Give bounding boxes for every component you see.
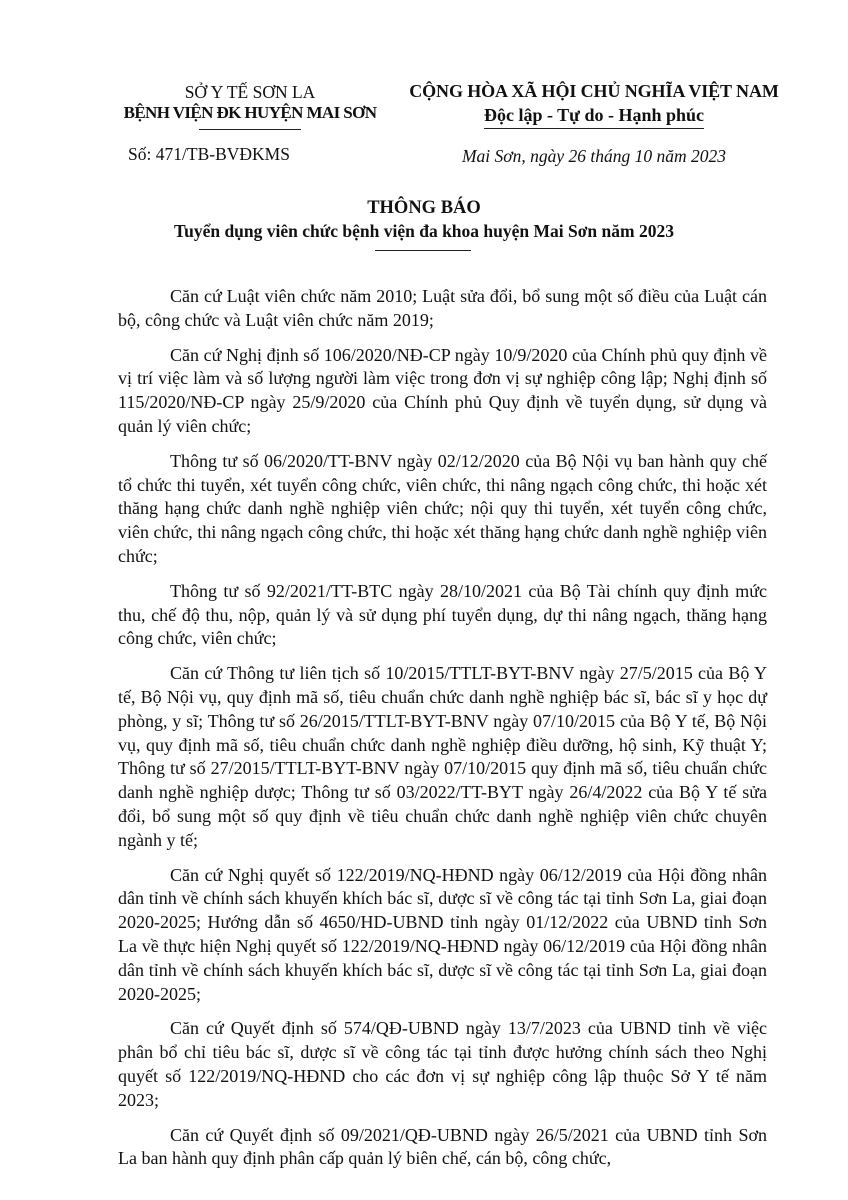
paragraph: Căn cứ Quyết định số 09/2021/QĐ-UBND ngày 26/5/2021 của UBND tỉnh Sơn La ban hành quy định phân cấp quản lý biên chế, cán bộ, công chức,: [118, 1124, 767, 1169]
document-subtitle: Tuyển dụng viên chức bệnh viện đa khoa huyện Mai Sơn năm 2023: [174, 221, 674, 241]
document-number: Số: 471/TB-BVĐKMS: [128, 144, 290, 164]
national-header: [398, 80, 790, 129]
paragraph: Căn cứ Nghị định số 106/2020/NĐ-CP ngày 10/9/2020 của Chính phủ quy định về vị trí việc làm và số lượng người làm việc trong đơn vị sự nghiệp công lập; Nghị định số 115/2020/NĐ-CP ngày 25/9/2020 của Chính phủ Quy định về tuyển dụng, sử dụng và quản lý viên chức;: [118, 344, 767, 436]
paragraph: Căn cứ Thông tư liên tịch số 10/2015/TTLT-BYT-BNV ngày 27/5/2015 của Bộ Y tế, Bộ Nội vụ, quy định mã số, tiêu chuẩn chức danh nghề nghiệp bác sĩ, bác sĩ y học dự phòng, y sĩ; Thông tư số 26/2015/TTLT-BYT-BNV ngày 07/10/2015 của Bộ Y tế, Bộ Nội vụ, quy định mã số, tiêu chuẩn chức danh nghề nghiệp điều dưỡng, hộ sinh, Kỹ thuật Y; Thông tư số 27/2015/TTLT-BYT-BNV ngày 07/10/2015 quy định mã số, tiêu chuẩn chức danh nghề nghiệp dược; Thông tư số 03/2022/TT-BYT ngày 26/4/2022 của Bộ Y tế sửa đổi, bổ sung một số quy định về tiêu chuẩn chức danh nghề nghiệp viên chức chuyên ngành y tế;: [118, 663, 767, 850]
hospital-name: BỆNH VIỆN ĐK HUYỆN MAI SƠN: [123, 103, 377, 122]
agency-underline: [199, 129, 301, 130]
document-body: [118, 285, 767, 1182]
paragraph: Thông tư số 06/2020/TT-BNV ngày 02/12/2020 của Bộ Nội vụ ban hành quy chế tổ chức thi tuyển, xét tuyển công chức, viên chức, thi nâng ngạch công chức, thi hoặc xét thăng hạng chức danh nghề nghiệp viên chức; nội quy thi tuyển, xét tuyển công chức, viên chức, thi nâng ngạch công chức, thi hoặc xét thăng hạng chức danh nghề nghiệp viên chức;: [118, 450, 767, 566]
place-and-date: Mai Sơn, ngày 26 tháng 10 năm 2023: [461, 146, 727, 166]
paragraph: Căn cứ Quyết định số 574/QĐ-UBND ngày 13/7/2023 của UBND tỉnh về việc phân bổ chỉ tiêu bác sĩ, dược sĩ về công tác tại tỉnh được hưởng chính sách theo Nghị quyết số 122/2019/NQ-HĐND cho các đơn vị sự nghiệp công lập thuộc Sở Y tế năm 2023;: [118, 1018, 767, 1110]
national-motto: Độc lập - Tự do - Hạnh phúc: [484, 103, 704, 129]
title-divider: [375, 250, 471, 251]
paragraph: Căn cứ Nghị quyết số 122/2019/NQ-HĐND ngày 06/12/2019 của Hội đồng nhân dân tỉnh về chính sách khuyến khích bác sĩ, dược sĩ về công tác tại tỉnh Sơn La, giai đoạn 2020-2025; Hướng dẫn số 4650/HD-UBND tỉnh ngày 01/12/2022 của UBND tỉnh Sơn La về thực hiện Nghị quyết số 122/2019/NQ-HĐND ngày 06/12/2019 của Hội đồng nhân dân tỉnh về chính sách khuyến khích bác sĩ, dược sĩ về công tác tại tỉnh Sơn La, giai đoạn 2020-2025;: [118, 864, 767, 1004]
nation-name: CỘNG HÒA XÃ HỘI CHỦ NGHĨA VIỆT NAM: [409, 81, 779, 101]
paragraph: Thông tư số 92/2021/TT-BTC ngày 28/10/2021 của Bộ Tài chính quy định mức thu, chế độ thu, nộp, quản lý và sử dụng phí tuyển dụng, dự thi nâng ngạch, thăng hạng công chức, viên chức;: [118, 580, 767, 649]
issuing-agency: [100, 82, 400, 130]
document-title: THÔNG BÁO: [367, 198, 481, 218]
paragraph: Căn cứ Luật viên chức năm 2010; Luật sửa đổi, bổ sung một số điều của Luật cán bộ, công chức và Luật viên chức năm 2019;: [118, 286, 767, 330]
parent-agency: SỞ Y TẾ SƠN LA: [184, 82, 316, 102]
